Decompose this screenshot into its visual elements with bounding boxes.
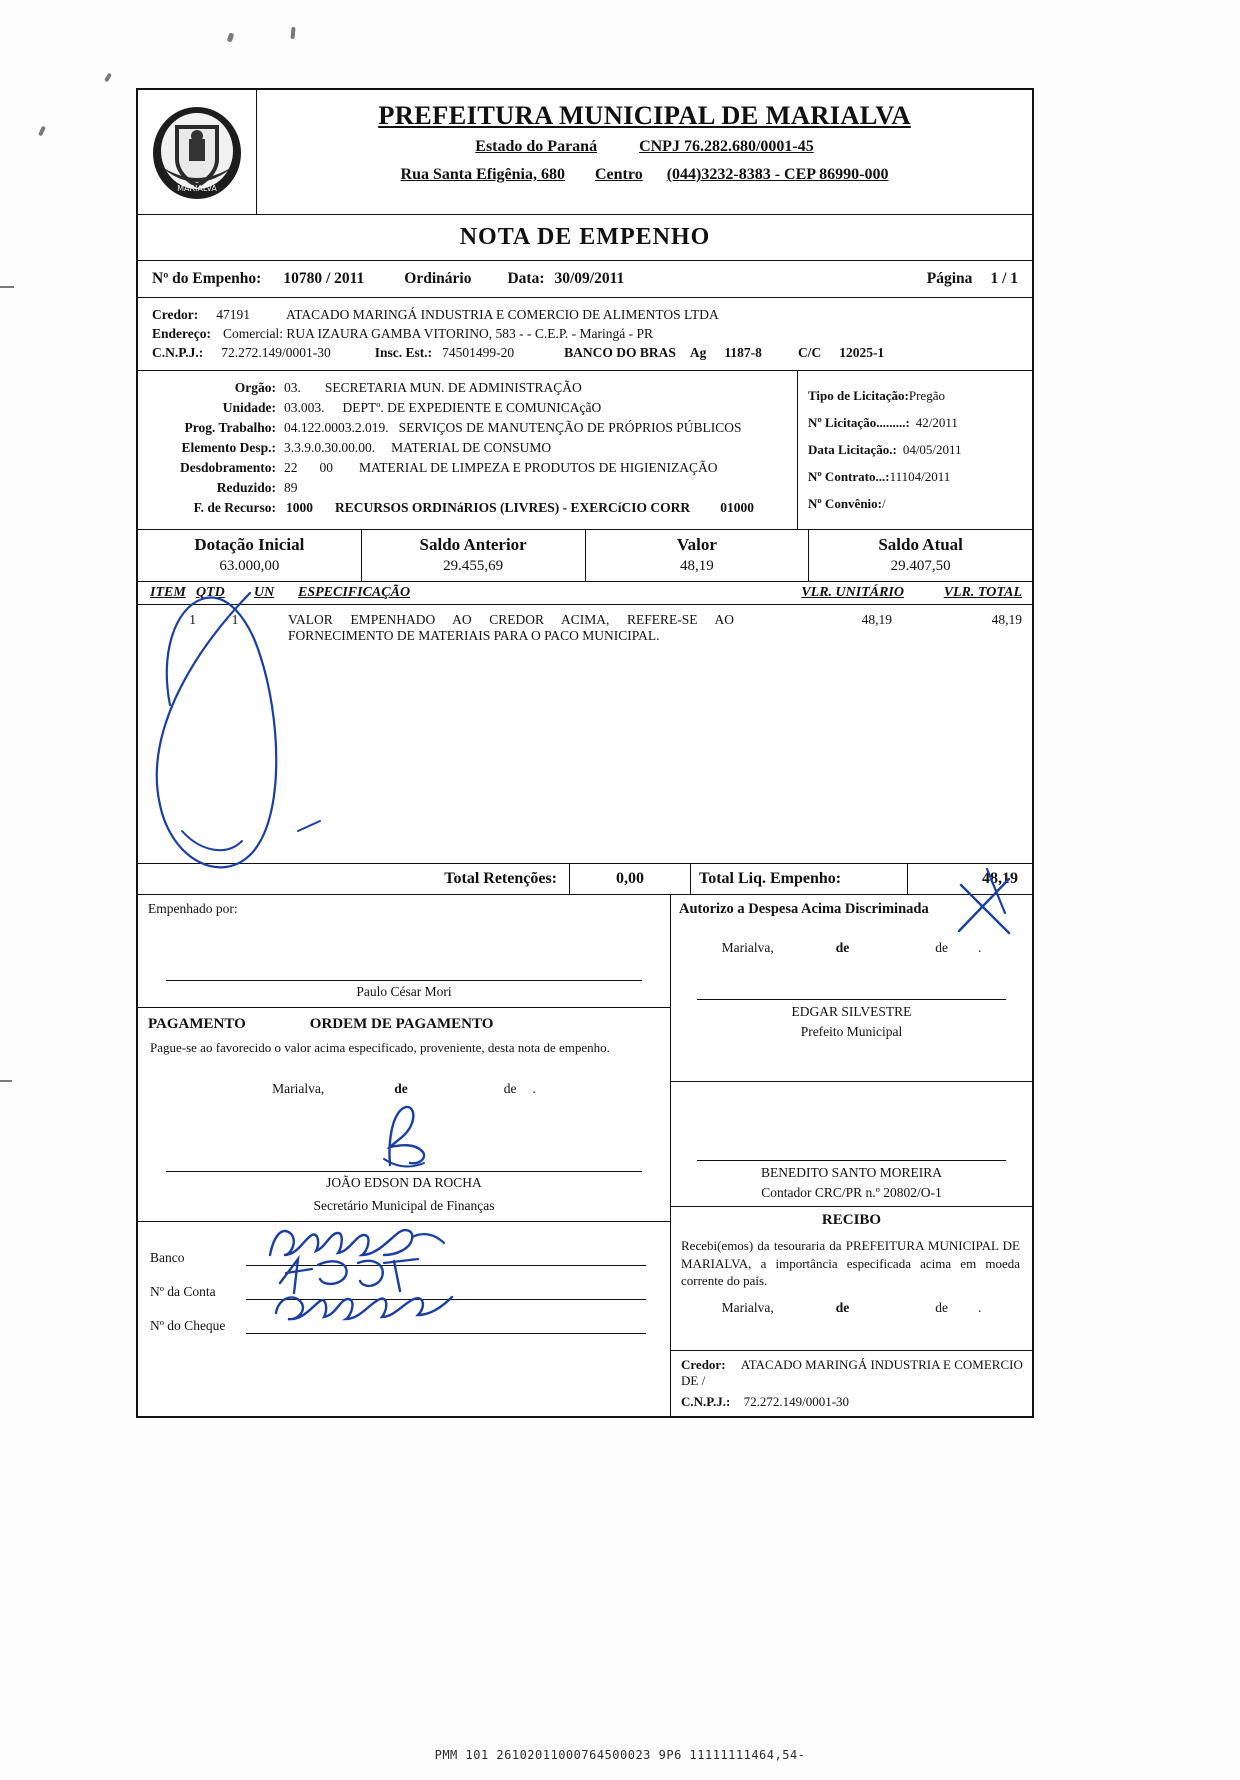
num-contrato-row [808, 469, 1026, 485]
recibo-creditor-block [671, 1350, 1032, 1416]
empenho-summary-row [138, 261, 1032, 298]
scan-speck [227, 32, 235, 42]
balance-cell-saldo-atual [809, 530, 1032, 581]
left-signature-column [138, 895, 671, 1416]
cell-item: 1 [189, 612, 196, 627]
auth-de-1: de [835, 940, 850, 955]
unidade-code: 03.003. [284, 400, 325, 415]
balance-value: 29.407,50 [890, 558, 951, 574]
balances-row [138, 530, 1032, 582]
creditor-name-row [152, 307, 1022, 323]
creditor-name: ATACADO MARINGÁ INDUSTRIA E COMERCIO DE ALIMENTOS LTDA [286, 307, 719, 322]
cell-especificacao: VALOR EMPENHADO AO CREDOR ACIMA, REFERE-SE AO FORNECIMENTO DE MATERIAIS PARA O PACO MUNICIPAL. [288, 612, 734, 643]
state-label: Estado do Paraná [475, 138, 598, 155]
balance-cell-saldo-anterior [362, 530, 586, 581]
cell-vlr-total: 48,19 [991, 612, 1022, 627]
empenhado-por-block [138, 895, 670, 1007]
orgao-row [152, 380, 789, 396]
recibo-credor-name: ATACADO MARINGÁ INDUSTRIA E COMERCIO DE / [681, 1356, 1023, 1388]
elemento-name: MATERIAL DE CONSUMO [391, 440, 552, 455]
num-licitacao-label: Nº Licitação.........: [808, 415, 910, 430]
fonte-code: 1000 [286, 500, 313, 515]
contador-name: BENEDITO SANTO MOREIRA [760, 1164, 942, 1180]
data-licitacao-label: Data Licitação.: [808, 442, 897, 457]
balance-title: Saldo Atual [878, 535, 963, 554]
creditor-cnpj-label: C.N.P.J.: [152, 345, 204, 360]
payment-text: Pague-se ao favorecido o valor acima especificado, proveniente, desta nota de empenho. [150, 1040, 610, 1055]
col-un: UN [254, 585, 275, 600]
num-contrato-label: Nº Contrato...: [808, 469, 890, 484]
reduzido-code: 89 [284, 480, 298, 495]
creditor-cc-label: C/C [797, 345, 822, 360]
handwritten-banco-value [264, 1221, 454, 1265]
tipo-licitacao-label: Tipo de Licitação: [808, 388, 909, 403]
payment-heading-row [138, 1016, 670, 1039]
autorizo-label: Autorizo a Despesa Acima Discriminada [679, 901, 929, 917]
empenho-type: Ordinário [404, 270, 472, 287]
authorization-city-line [671, 918, 1032, 956]
conta-field[interactable] [246, 1273, 646, 1300]
orgao-name: SECRETARIA MUN. DE ADMINISTRAÇÃO [324, 380, 582, 395]
secretario-name: JOÃO EDSON DA ROCHA [326, 1174, 482, 1190]
num-convenio-label: Nº Convênio: [808, 496, 882, 511]
unidade-row [152, 400, 789, 416]
cnpj-header: CNPJ 76.282.680/0001-45 [639, 138, 814, 155]
phone-cep: (044)3232-8383 - CEP 86990-000 [666, 166, 889, 183]
payment-period: . [532, 1080, 536, 1096]
col-vlr-unitario: VLR. UNITÁRIO [801, 585, 904, 600]
district: Centro [595, 166, 643, 183]
col-item: ITEM [150, 585, 186, 600]
payment-signature-space [138, 1097, 670, 1171]
auth-period: . [977, 940, 982, 955]
payment-de-2: de [503, 1080, 517, 1096]
authorization-block [671, 895, 1032, 1082]
scan-speck [104, 73, 112, 83]
recibo-cnpj-row [681, 1394, 1026, 1410]
creditor-address-row [152, 326, 1022, 342]
balance-value: 63.000,00 [219, 558, 280, 574]
programa-label: Prog. Trabalho: [184, 420, 276, 435]
scan-edge-mark [0, 1080, 12, 1082]
recibo-title: RECIBO [671, 1206, 1032, 1233]
budget-allocation-block [138, 371, 1032, 530]
balance-value: 29.455,69 [443, 558, 504, 574]
programa-row [152, 420, 789, 436]
balance-value: 48,19 [680, 558, 714, 574]
payment-city: Marialva, [272, 1080, 325, 1096]
cell-vlr-unitario: 48,19 [861, 612, 892, 627]
desdobramento-code2: 00 [319, 460, 333, 475]
creditor-insc-label: Insc. Est.: [374, 345, 433, 360]
elemento-label: Elemento Desp.: [181, 440, 276, 455]
unidade-label: Unidade: [222, 400, 276, 415]
page-label: Página [926, 270, 973, 287]
desdobramento-code: 22 [284, 460, 298, 475]
recibo-cnpj-value: 72.272.149/0001-30 [743, 1393, 850, 1409]
data-licitacao-row [808, 442, 1026, 458]
nota-de-empenho-document [136, 88, 1034, 1418]
desdobramento-name: MATERIAL DE LIMPEZA E PRODUTOS DE HIGIENIZAÇÃO [359, 460, 718, 475]
desdobramento-label: Desdobramento: [180, 460, 276, 475]
balance-title: Valor [676, 535, 717, 554]
auth-city: Marialva, [721, 940, 774, 955]
address-line [267, 166, 1022, 184]
banco-field[interactable] [246, 1239, 646, 1266]
svg-text:MARIALVA: MARIALVA [177, 184, 217, 193]
header-text-block [257, 90, 1032, 214]
payment-city-line [138, 1057, 670, 1097]
scan-speck [290, 27, 295, 39]
items-table-header [138, 582, 1032, 605]
balance-title: Dotação Inicial [194, 535, 305, 554]
conta-label: Nº da Conta [150, 1283, 216, 1299]
creditor-docs-row [152, 345, 1022, 361]
fonte-number: 01000 [720, 500, 754, 515]
payment-de-1: de [394, 1080, 408, 1096]
empenho-date-value: 30/09/2011 [554, 270, 625, 287]
bank-row [138, 1232, 670, 1266]
cell-qtd: 1 [231, 612, 239, 627]
creditor-cnpj-value: 72.272.149/0001-30 [221, 345, 331, 360]
table-row [138, 605, 1032, 644]
totals-row [138, 863, 1032, 895]
empenhado-por-name: Paulo César Mori [356, 984, 452, 999]
empenho-number-value: 10780 / 2011 [283, 270, 365, 287]
fonte-recurso-row [152, 500, 789, 516]
creditor-label: Credor: [152, 307, 199, 322]
payment-order-block [138, 1007, 670, 1221]
programa-name: SERVIÇOS DE MANUTENÇÃO DE PRÓPRIOS PÚBLICOS [398, 420, 742, 435]
page-value: 1 / 1 [990, 270, 1018, 287]
data-licitacao-value: 04/05/2011 [902, 442, 962, 457]
banco-label: Banco [150, 1249, 185, 1265]
items-table-body [138, 605, 1032, 863]
num-convenio-row [808, 496, 1026, 512]
prefeito-name: EDGAR SILVESTRE [791, 1003, 912, 1019]
reduzido-label: Reduzido: [216, 480, 276, 495]
barcode-footer-text: PMM 101 26102011000764500023 9P6 11111111464,54- [434, 1748, 806, 1762]
desdobramento-row [152, 460, 789, 476]
fonte-label: F. de Recurso: [193, 500, 276, 515]
account-row [138, 1266, 670, 1300]
recibo-cnpj-label: C.N.P.J.: [681, 1393, 731, 1409]
recibo-text: Recebi(emos) da tesouraria da PREFEITURA MUNICIPAL DE MARIALVA, a importância especificada acima em moeda corrente do país. [681, 1238, 1020, 1289]
bidding-info-column [798, 371, 1032, 529]
handwritten-signature-secretario [370, 1101, 480, 1175]
recibo-de-2: de [935, 1299, 948, 1315]
creditor-ag-value: 1187-8 [724, 345, 762, 360]
right-signature-column [671, 895, 1032, 1416]
pagamento-title: PAGAMENTO [148, 1016, 246, 1032]
empenhado-por-label: Empenhado por: [148, 901, 238, 916]
cell-un [264, 612, 288, 644]
creditor-address-value: Comercial: RUA IZAURA GAMBA VITORINO, 583 - - C.E.P. - Maringá - PR [223, 326, 653, 341]
secretario-role: Secretário Municipal de Finanças [313, 1197, 495, 1213]
balance-cell-dotacao-inicial [138, 530, 362, 581]
prefeito-role: Prefeito Municipal [800, 1024, 903, 1040]
creditor-block [138, 298, 1032, 371]
num-contrato-value: 11104/2011 [889, 469, 951, 484]
budget-left-column [138, 371, 798, 529]
num-licitacao-value: 42/2011 [915, 415, 958, 430]
creditor-address-label: Endereço: [152, 326, 211, 341]
recibo-credor-label: Credor: [681, 1356, 726, 1372]
cheque-field[interactable] [246, 1307, 646, 1334]
street-address: Rua Santa Efigênia, 680 [400, 166, 565, 183]
total-retencoes-value: 0,00 [570, 864, 691, 894]
unidade-name: DEPTº. DE EXPEDIENTE E COMUNICAçãO [342, 400, 602, 415]
fonte-name: RECURSOS ORDINáRIOS (LIVRES) - EXERCíCIO CORR [335, 500, 691, 515]
reduzido-row [152, 480, 789, 496]
ordem-pagamento-title: ORDEM DE PAGAMENTO [309, 1016, 494, 1032]
creditor-code: 47191 [216, 307, 250, 322]
municipality-title: PREFEITURA MUNICIPAL DE MARIALVA [378, 100, 911, 130]
signatures-section [138, 895, 1032, 1416]
recibo-city-line [671, 1290, 1032, 1316]
elemento-row [152, 440, 789, 456]
cheque-row [138, 1300, 670, 1334]
col-especificacao: ESPECIFICAÇÃO [298, 585, 411, 600]
programa-code: 04.122.0003.2.019. [284, 420, 389, 435]
total-liquido-label: Total Liq. Empenho: [691, 864, 908, 894]
creditor-cc-value: 12025-1 [839, 345, 885, 360]
balance-cell-valor [586, 530, 810, 581]
bank-details-block [138, 1221, 670, 1342]
accountant-block [671, 1082, 1032, 1206]
recibo-period: . [977, 1299, 982, 1315]
coat-of-arms-icon [138, 90, 257, 214]
scan-edge-mark [0, 286, 14, 288]
balance-title: Saldo Anterior [419, 535, 527, 554]
empenho-date-label: Data: [507, 270, 545, 287]
recibo-creditor-row [681, 1357, 1026, 1389]
col-qtd: QTD [196, 585, 225, 600]
recibo-de-1: de [835, 1299, 850, 1315]
auth-de-2: de [935, 940, 948, 955]
num-convenio-value: / [882, 496, 886, 511]
elemento-code: 3.3.9.0.30.00.00. [284, 440, 376, 455]
contador-role: Contador CRC/PR n.º 20802/O-1 [761, 1185, 942, 1201]
document-type-title: NOTA DE EMPENHO [138, 215, 1032, 261]
creditor-bank-label: BANCO DO BRAS [564, 345, 676, 360]
orgao-code: 03. [284, 380, 301, 395]
creditor-insc-value: 74501499-20 [442, 345, 515, 360]
empenho-number-label: Nº do Empenho: [152, 270, 262, 287]
num-licitacao-row [808, 415, 1026, 431]
total-retencoes-label: Total Retenções: [138, 864, 570, 894]
state-and-cnpj-line [267, 138, 1022, 156]
scan-speck [38, 126, 46, 137]
cheque-label: Nº do Cheque [150, 1317, 226, 1333]
creditor-ag-label: Ag [689, 345, 707, 360]
total-liquido-value: 48,19 [982, 870, 1018, 887]
tipo-licitacao-row [808, 388, 1026, 404]
orgao-label: Orgão: [234, 380, 276, 395]
col-vlr-total: VLR. TOTAL [943, 585, 1022, 600]
tipo-licitacao-value: Pregão [908, 388, 945, 403]
recibo-city: Marialva, [721, 1299, 774, 1315]
document-header [138, 90, 1032, 215]
